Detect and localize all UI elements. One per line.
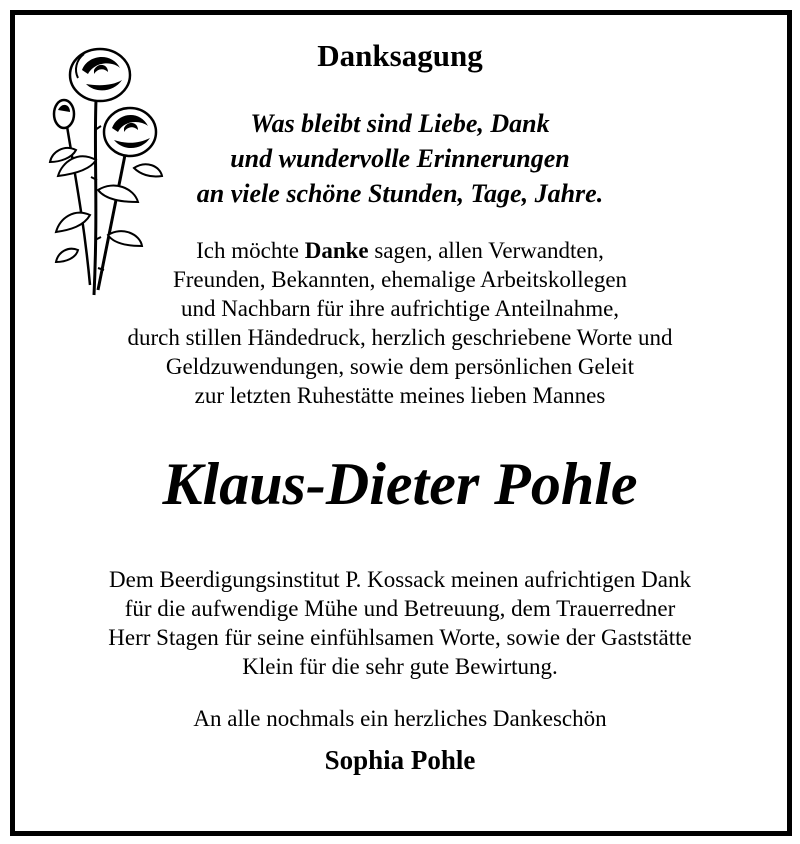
deceased-name: Klaus-Dieter Pohle [162, 451, 638, 517]
thanks-line: Geldzuwendungen, sowie dem persönlichen Geleit [165, 354, 635, 379]
signer-name: Sophia Pohle [324, 745, 476, 775]
closing-line: An alle nochmals ein herzliches Dankeschön [193, 706, 607, 731]
acknowledgement-line: für die aufwendige Mühe und Betreuung, dem Trauerredner [124, 596, 676, 621]
danke-emphasis: Danke [304, 238, 369, 263]
thanks-line: und Nachbarn für ihre aufrichtige Anteilnahme, [180, 296, 620, 321]
acknowledgement-line: Klein für die sehr gute Bewirtung. [242, 654, 558, 679]
thanks-line-1: Ich möchte Danke sagen, allen Verwandten, [196, 238, 604, 263]
quote-line-2: und wundervolle Erinnerungen [230, 144, 570, 173]
acknowledgement-line: Dem Beerdigungsinstitut P. Kossack meinen aufrichtigen Dank [109, 567, 691, 592]
acknowledgement-line: Herr Stagen für seine einfühlsamen Worte, sowie der Gaststätte [108, 625, 692, 650]
thanks-line: durch stillen Händedruck, herzlich geschriebene Worte und [127, 325, 673, 350]
thanks-line: Freunden, Bekannten, ehemalige Arbeitskollegen [172, 267, 628, 292]
quote-line-1: Was bleibt sind Liebe, Dank [250, 109, 550, 138]
thanks-line: zur letzten Ruhestätte meines lieben Mannes [194, 383, 606, 408]
acknowledgement-paragraph [0, 565, 800, 681]
notice-heading: Danksagung [317, 38, 483, 73]
thanks-paragraph [0, 236, 800, 410]
quote-line-3: an viele schöne Stunden, Tage, Jahre. [196, 179, 604, 208]
